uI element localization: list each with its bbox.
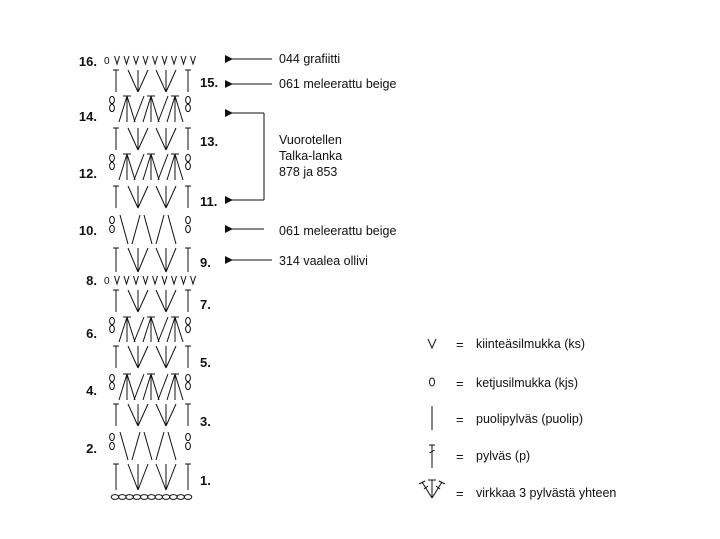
cross-stitch [158, 96, 168, 122]
diagonal-stitch [156, 215, 164, 244]
cluster-stitch [127, 96, 135, 122]
cluster-stitch [127, 154, 135, 180]
legend-text-puolip: puolipylväs (puolip) [476, 412, 584, 426]
fan-stitch [138, 346, 148, 368]
fan-stitch [166, 128, 176, 150]
diagonal-stitch [144, 215, 152, 244]
fan-stitch [166, 186, 176, 208]
fan-stitch [128, 70, 138, 92]
foundation-chain-stitch [140, 495, 148, 500]
diagonal-stitch [168, 432, 176, 460]
single-crochet-v-mark [134, 56, 139, 64]
slip-stitch-oval [110, 374, 115, 381]
slip-stitch-oval [110, 433, 115, 440]
row-label-10: 10. [78, 223, 97, 238]
fan-stitch [138, 464, 148, 490]
slip-stitch-oval [186, 216, 191, 223]
diagonal-stitch [132, 432, 140, 460]
single-crochet-v-mark [124, 276, 129, 284]
single-crochet-v-mark [153, 276, 158, 284]
slip-stitch-oval [186, 154, 191, 161]
legend-text-ks: kiinteäsilmukka (ks) [476, 337, 586, 351]
legend-eq-5: = [456, 486, 464, 501]
row-label-12: 12. [78, 166, 97, 181]
diagonal-stitch [132, 215, 140, 244]
cluster-stitch [119, 154, 127, 180]
foundation-chain-stitch [119, 495, 127, 500]
diagonal-stitch [168, 215, 176, 244]
slip-stitch-oval [110, 96, 115, 103]
legend-text-kjs: ketjusilmukka (kjs) [476, 376, 579, 390]
legend-eq-4: = [456, 449, 464, 464]
cross-stitch [134, 374, 144, 400]
legend-eq-2: = [456, 376, 464, 391]
cluster-stitch [151, 154, 159, 180]
chart-zero-marker: 0 [104, 56, 110, 67]
single-crochet-v-mark [134, 276, 139, 284]
fan-stitch [156, 128, 166, 150]
note-alternate-line2: Talka-lanka [279, 149, 343, 163]
foundation-chain-stitch [162, 495, 170, 500]
row-label-7: 7. [200, 297, 211, 312]
foundation-chain-stitch [133, 495, 141, 500]
cluster-stitch [175, 317, 183, 342]
single-crochet-v-mark [172, 276, 177, 284]
note-beige-mid: 061 meleerattu beige [279, 224, 397, 238]
note-alternate-line1: Vuorotellen [279, 133, 342, 147]
fan-stitch [156, 290, 166, 312]
row-label-8: 8. [86, 273, 97, 288]
fan-stitch [156, 346, 166, 368]
fan-stitch [156, 464, 166, 490]
slip-stitch-oval [110, 382, 115, 389]
cross-stitch [134, 154, 144, 180]
cross-stitch [158, 154, 168, 180]
cross-stitch [158, 374, 168, 400]
legend-eq-3: = [456, 412, 464, 427]
slip-stitch-oval [110, 442, 115, 449]
fan-stitch [128, 346, 138, 368]
fan-stitch [128, 186, 138, 208]
cross-stitch [158, 317, 168, 342]
fan-stitch [128, 128, 138, 150]
crochet-chart [104, 56, 196, 499]
diagonal-stitch [144, 432, 152, 460]
cross-stitch [134, 96, 144, 122]
slip-stitch-oval [186, 442, 191, 449]
slip-stitch-oval [186, 317, 191, 324]
fan-stitch [138, 186, 148, 208]
slip-stitch-oval [186, 325, 191, 332]
diagonal-stitch [120, 432, 128, 460]
single-crochet-v-mark [153, 56, 158, 64]
note-alternate-line3: 878 ja 853 [279, 165, 338, 179]
slip-stitch-oval [110, 225, 115, 232]
slip-stitch-oval [186, 382, 191, 389]
slip-stitch-oval [110, 325, 115, 332]
fan-stitch [138, 290, 148, 312]
fan-stitch [128, 290, 138, 312]
row-label-4: 4. [86, 383, 97, 398]
fan-stitch [156, 248, 166, 272]
row-label-3: 3. [200, 414, 211, 429]
single-crochet-v-mark [115, 56, 120, 64]
row-label-9: 9. [200, 255, 211, 270]
slip-stitch-oval [110, 154, 115, 161]
slip-stitch-oval [186, 162, 191, 169]
slip-stitch-oval [186, 104, 191, 111]
note-olive: 314 vaalea ollivi [279, 254, 368, 268]
cluster-stitch [119, 96, 127, 122]
note-arrows [232, 59, 272, 260]
cluster-stitch [151, 374, 159, 400]
cluster-stitch [175, 96, 183, 122]
foundation-chain-stitch [126, 495, 134, 500]
row-label-11: 11. [200, 194, 218, 209]
foundation-chain-stitch [184, 495, 192, 500]
cluster-stitch [175, 154, 183, 180]
diagonal-stitch [120, 215, 128, 244]
cluster-stitch [151, 317, 159, 342]
cluster-stitch [143, 96, 151, 122]
diagonal-stitch [156, 432, 164, 460]
dc3tog-fan-icon [419, 480, 445, 498]
note-grafiitti: 044 grafiitti [279, 52, 341, 66]
cluster-stitch [143, 374, 151, 400]
legend-icons [419, 339, 445, 498]
row-label-6: 6. [86, 326, 97, 341]
slip-stitch-oval [186, 96, 191, 103]
single-crochet-v-mark [143, 276, 148, 284]
cluster-stitch [143, 154, 151, 180]
cluster-stitch [167, 374, 175, 400]
slip-stitch-oval [110, 216, 115, 223]
row-label-2: 2. [86, 441, 97, 456]
row-label-5: 5. [200, 355, 211, 370]
slip-stitch-oval [186, 433, 191, 440]
single-crochet-v-icon [428, 339, 436, 348]
foundation-chain-stitch [170, 495, 178, 500]
legend-text-dc3tog: virkkaa 3 pylvästä yhteen [476, 486, 617, 500]
single-crochet-v-mark [162, 56, 167, 64]
fan-stitch [138, 248, 148, 272]
cluster-stitch [127, 317, 135, 342]
fan-stitch [138, 128, 148, 150]
single-crochet-v-mark [191, 276, 196, 284]
single-crochet-v-mark [143, 56, 148, 64]
fan-stitch [166, 404, 176, 426]
row-label-16: 16. [78, 54, 97, 69]
double-crochet-t-icon [429, 445, 435, 468]
cluster-stitch [119, 374, 127, 400]
slip-stitch-oval [186, 374, 191, 381]
cluster-stitch [143, 317, 151, 342]
cluster-stitch [167, 96, 175, 122]
foundation-chain-stitch [111, 495, 119, 500]
foundation-chain-stitch [177, 495, 185, 500]
fan-stitch [128, 404, 138, 426]
fan-stitch [156, 404, 166, 426]
fan-stitch [138, 70, 148, 92]
single-crochet-v-mark [162, 276, 167, 284]
cluster-stitch [167, 317, 175, 342]
slip-stitch-oval [110, 162, 115, 169]
single-crochet-v-mark [124, 56, 129, 64]
note-beige-top: 061 meleerattu beige [279, 77, 397, 91]
fan-stitch [138, 404, 148, 426]
fan-stitch [156, 186, 166, 208]
single-crochet-v-mark [172, 56, 177, 64]
fan-stitch [166, 290, 176, 312]
fan-stitch [166, 346, 176, 368]
row-label-14: 14. [78, 109, 97, 124]
cluster-stitch [119, 317, 127, 342]
fan-stitch [156, 70, 166, 92]
row-label-15: 15. [200, 75, 219, 90]
fan-stitch [128, 248, 138, 272]
slip-stitch-oval [186, 225, 191, 232]
slip-stitch-oval-icon [430, 378, 435, 386]
legend-text-p: pylväs (p) [476, 449, 531, 463]
single-crochet-v-mark [181, 276, 186, 284]
cluster-stitch [175, 374, 183, 400]
fan-stitch [166, 464, 176, 490]
legend-eq-1: = [456, 337, 464, 352]
fan-stitch [166, 70, 176, 92]
row-label-13: 13. [200, 134, 219, 149]
foundation-chain-stitch [155, 495, 163, 500]
row-label-1: 1. [200, 473, 211, 488]
slip-stitch-oval [110, 317, 115, 324]
chart-zero-marker: 0 [104, 276, 110, 287]
fan-stitch [166, 248, 176, 272]
slip-stitch-oval [110, 104, 115, 111]
cluster-stitch [151, 96, 159, 122]
single-crochet-v-mark [181, 56, 186, 64]
single-crochet-v-mark [191, 56, 196, 64]
foundation-chain-stitch [148, 495, 156, 500]
cluster-stitch [167, 154, 175, 180]
single-crochet-v-mark [115, 276, 120, 284]
cluster-stitch [127, 374, 135, 400]
fan-stitch [128, 464, 138, 490]
cross-stitch [134, 317, 144, 342]
